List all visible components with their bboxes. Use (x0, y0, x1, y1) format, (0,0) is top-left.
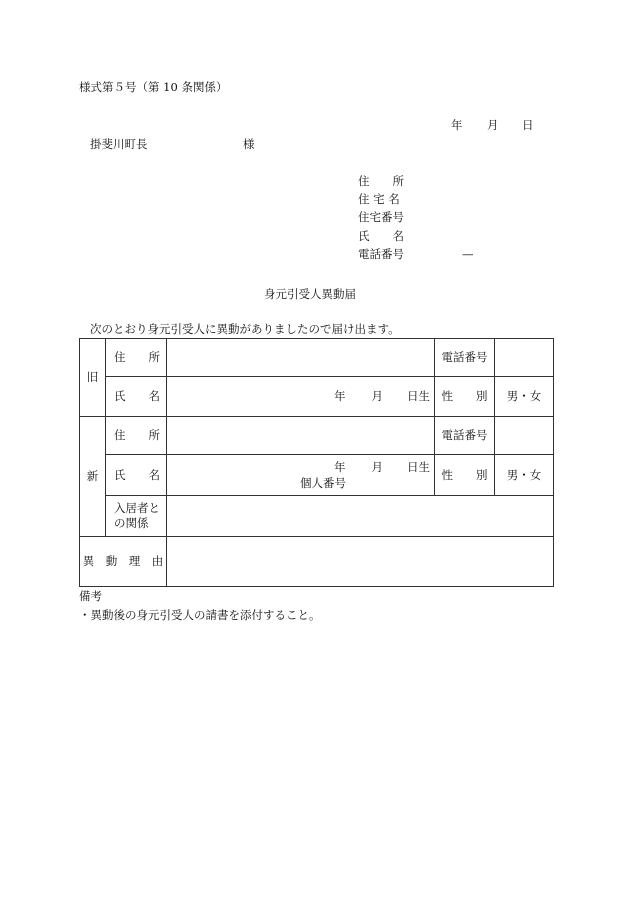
old-gender-choice[interactable]: 男・女 (495, 377, 554, 416)
old-birth-month-label: 月 (371, 389, 383, 404)
old-name-field[interactable] (167, 377, 435, 416)
old-address-field[interactable] (167, 339, 435, 377)
new-birth-month-label: 月 (371, 459, 383, 474)
old-birth-suffix-label: 日生 (407, 389, 430, 404)
old-phone-label: 電話番号 (435, 339, 495, 377)
table-row (80, 455, 554, 495)
old-label: 旧 (80, 339, 106, 417)
new-individual-number-label: 個人番号 (300, 475, 346, 490)
old-gender-label: 性 別 (435, 377, 495, 416)
table-row (80, 495, 554, 537)
notes-item: ・異動後の身元引受人の請書を添付すること。 (79, 608, 321, 622)
applicant-address-label: 住 所 (358, 174, 404, 188)
new-address-label: 住 所 (106, 416, 167, 454)
document-title: 身元引受人異動届 (264, 287, 356, 301)
change-form-table (79, 338, 554, 587)
table-row (80, 537, 554, 587)
reason-label: 異 動 理 由 (80, 537, 167, 587)
addressee-name: 掛斐川町長 (90, 137, 148, 151)
old-name-label: 氏 名 (106, 377, 167, 416)
new-label: 新 (80, 416, 106, 536)
table-row (80, 416, 554, 454)
old-phone-field[interactable] (495, 339, 554, 377)
new-gender-choice[interactable]: 男・女 (495, 455, 554, 495)
relation-label: 入居者との関係 (106, 495, 167, 537)
new-birth-year-label: 年 (334, 459, 346, 474)
reason-field[interactable] (167, 537, 554, 587)
new-birth-suffix-label: 日生 (407, 459, 430, 474)
date-day-label: 日 (522, 118, 534, 132)
notes-heading: 備考 (79, 589, 102, 603)
applicant-residence-name-label: 住 宅 名 (358, 192, 400, 206)
new-name-field[interactable] (167, 455, 435, 495)
old-address-label: 住 所 (106, 339, 167, 377)
old-birth-year-label: 年 (334, 389, 346, 404)
relation-field[interactable] (167, 495, 554, 537)
new-name-label: 氏 名 (106, 455, 167, 495)
form-number: 様式第５号（第 10 条関係） (79, 80, 228, 94)
new-phone-label: 電話番号 (435, 416, 495, 454)
table-row (80, 339, 554, 377)
date-month-label: 月 (487, 118, 499, 132)
applicant-phone-label: 電話番号 (358, 247, 404, 261)
table-row (80, 377, 554, 416)
addressee-honorific: 様 (243, 137, 255, 151)
applicant-residence-number-label: 住宅番号 (358, 210, 404, 224)
intro-text: 次のとおり身元引受人に異動がありましたので届け出ます。 (90, 322, 400, 336)
applicant-phone-dash: — (462, 247, 474, 261)
new-phone-field[interactable] (495, 416, 554, 454)
date-year-label: 年 (451, 118, 463, 132)
new-address-field[interactable] (167, 416, 435, 454)
applicant-name-label: 氏 名 (358, 229, 404, 243)
new-gender-label: 性 別 (435, 455, 495, 495)
